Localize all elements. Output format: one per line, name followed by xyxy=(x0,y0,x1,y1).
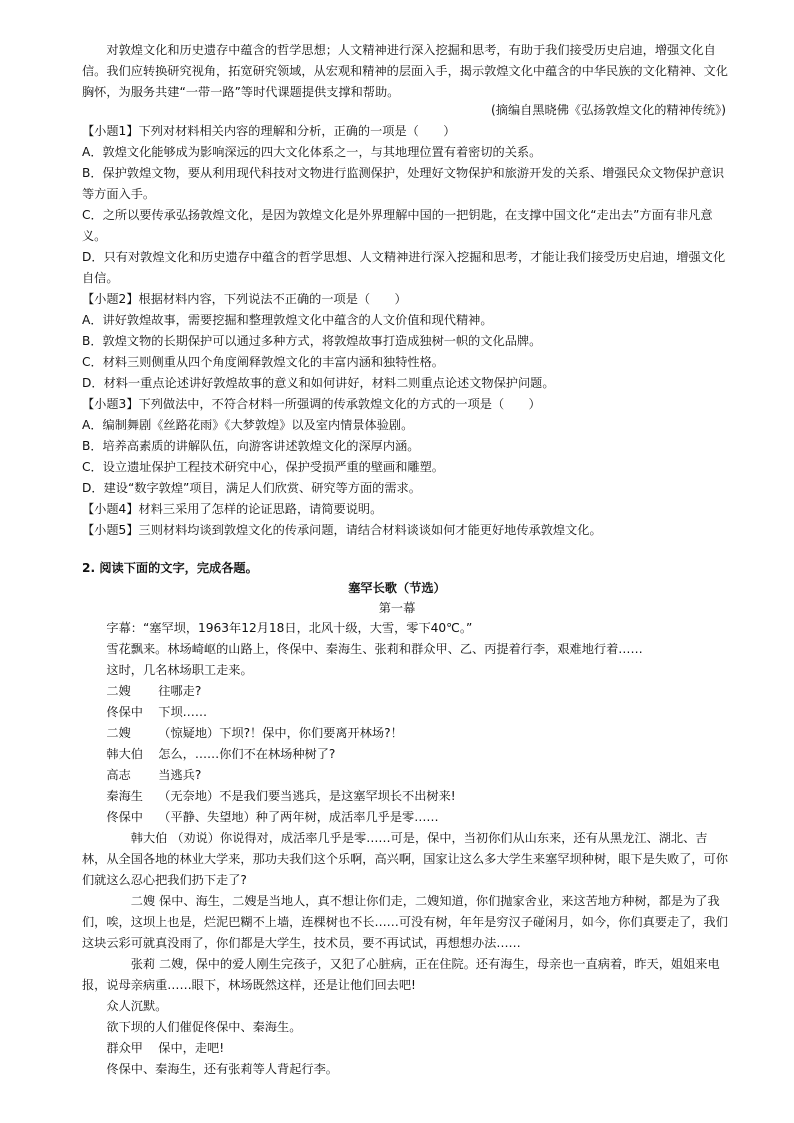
dialogue-line xyxy=(82,681,728,702)
question-line: D．建设“数字敦煌”项目，满足人们欣赏、研究等方面的需求。 xyxy=(82,481,421,495)
speaker-name: 二嫂 xyxy=(130,894,156,908)
intro-paragraph: 对敦煌文化和历史遗存中蕴含的哲学思想；人文精神进行深入挖掘和思考，有助于我们接受历史启迪，增强文化自信。我们应转换研究视角，拓宽研究领域，从宏观和精神的层面入手，揭示敦煌文化中蕴含的中华民族的文化精神、文化胸怀，为服务共建“一带一路”等时代课题提供支撑和帮助。 xyxy=(82,43,728,99)
stage-direction: 欲下坝的人们催促佟保中、秦海生。 xyxy=(106,1020,302,1034)
question-line: 【小题3】下列做法中，不符合材料一所强调的传承敦煌文化的方式的一项是（ ） xyxy=(82,397,541,411)
dialogue-line xyxy=(82,702,728,723)
dialogue-text: 当逃兵? xyxy=(158,768,202,782)
question-line: 【小题1】下列对材料相关内容的理解和分析，正确的一项是（ ） xyxy=(82,124,456,138)
speaker-name: 韩大伯 xyxy=(106,747,143,761)
dialogue-line xyxy=(82,765,728,786)
caption-line: 字幕：“塞罕坝，1963年12月18日，北风十级，大雪，零下40℃。” xyxy=(106,621,473,635)
dialogue-text: 往哪走? xyxy=(158,684,202,698)
act-title: 第一幕 xyxy=(378,601,416,615)
dialogue-text: （惊疑地）下坝?！保中，你们要离开林场?！ xyxy=(158,726,403,740)
source-citation: (摘编自黑晓佛《弘扬敦煌文化的精神传统》) xyxy=(491,103,726,117)
stage-direction: 雪花飘来。林场崎岖的山路上，佟保中、秦海生、张莉和群众甲、乙、丙提着行李，艰难地行着…… xyxy=(106,642,643,656)
dialogue-text: 保中、海生，二嫂是当地人，真不想让你们走，二嫂知道，你们抛家舍业，来这苦地方种树，都是为了我们，唉，这坝上也是，烂泥巴糊不上墙，连棵树也不长……可没有树，年年是穷汉子碰闲月，如今，你们真要走了，我们这块云彩可就真没雨了，你们都是大学生，技术员，要不再试试，再想想办法…… xyxy=(82,894,728,950)
dialogue-line xyxy=(82,1038,728,1059)
question-line: A．讲好敦煌故事，需要挖掘和整理敦煌文化中蕴含的人文价值和现代精神。 xyxy=(82,313,493,327)
dialogue-line xyxy=(82,891,728,954)
question-line: C．之所以要传承弘扬敦煌文化，是因为敦煌文化是外界理解中国的一把钥匙，在支撑中国文化“走出去”方面有非凡意义。 xyxy=(82,208,713,243)
question-line: D．材料一重点论述讲好敦煌故事的意义和如何讲好，材料二则重点论述文物保护问题。 xyxy=(82,376,555,390)
speaker-name: 二嫂 xyxy=(106,726,131,740)
question-line: B．敦煌文物的长期保护可以通过多种方式，将敦煌故事打造成独树一帜的文化品牌。 xyxy=(82,334,542,348)
dialogue-text: （无奈地）不是我们要当逃兵，是这塞罕坝长不出树来! xyxy=(158,789,456,803)
question-list xyxy=(82,121,728,541)
dialogue-text: 二嫂，保中的爱人刚生完孩子，又犯了心脏病，正在住院。还有海生，母亲也一直病着，昨天，姐姐来电报，说母亲病重……眼下，林场既然这样，还是让他们回去吧! xyxy=(82,957,720,992)
stage-direction: 这时，几名林场职工走来。 xyxy=(106,663,253,677)
speaker-name: 佟保中 xyxy=(106,705,143,719)
question-line: B．培养高素质的讲解队伍，向游客讲述敦煌文化的深厚内涵。 xyxy=(82,439,420,453)
dialogue-line xyxy=(82,828,728,891)
speaker-name: 群众甲 xyxy=(106,1041,143,1055)
question-line: B．保护敦煌文物，要从利用现代科技对文物进行监测保护，处理好文物保护和旅游开发的关系、增强民众文物保护意识等方面入手。 xyxy=(82,166,725,201)
dialogue-text: （平静、失望地）种了两年树，成活率几乎是零…… xyxy=(158,810,439,824)
dialogue-line xyxy=(82,954,728,996)
play-title: 塞罕长歌（节选） xyxy=(348,581,446,595)
question-line: A．敦煌文化能够成为影响深远的四大文化体系之一，与其地理位置有着密切的关系。 xyxy=(82,145,542,159)
dialogue-line xyxy=(82,744,728,765)
question-line: C．材料三则侧重从四个角度阐释敦煌文化的丰富内涵和独特性格。 xyxy=(82,355,444,369)
dialogue-text: 怎么，……你们不在林场种树了? xyxy=(158,747,336,761)
dialogue-text: 保中，走吧! xyxy=(158,1041,225,1055)
dialogue-line xyxy=(82,807,728,828)
speaker-name: 韩大伯 xyxy=(130,831,168,845)
dialogue-text: （劝说）你说得对，成活率几乎是零……可是，保中，当初你们从山东来，还有从黑龙江、湖北、吉林，从全国各地的林业大学来，那功夫我们这个乐啊，高兴啊，国家让这么多大学生来塞罕坝种树，眼下是失败了，可你们就这么忍心把我们扔下走了? xyxy=(82,831,728,887)
stage-direction: 众人沉默。 xyxy=(106,999,168,1013)
speaker-name: 秦海生 xyxy=(106,789,143,803)
speaker-name: 高志 xyxy=(106,768,131,782)
dialogue-line xyxy=(82,723,728,744)
speaker-name: 张莉 xyxy=(130,957,156,971)
question-line: 【小题2】根据材料内容，下列说法不正确的一项是（ ） xyxy=(82,292,407,306)
dialogue-line xyxy=(82,786,728,807)
question-line: 【小题4】材料三采用了怎样的论证思路，请简要说明。 xyxy=(82,502,383,516)
question-line: A．编制舞剧《丝路花雨》《大梦敦煌》以及室内情景体验剧。 xyxy=(82,418,414,432)
speaker-name: 佟保中 xyxy=(106,810,143,824)
play-script xyxy=(82,618,728,1080)
dialogue-text: 下坝…… xyxy=(158,705,208,719)
speaker-name: 二嫂 xyxy=(106,684,131,698)
stage-direction: 佟保中、秦海生，还有张莉等人背起行李。 xyxy=(106,1062,338,1076)
question-line: C．设立遗址保护工程技术研究中心，保护受损严重的壁画和雕塑。 xyxy=(82,460,444,474)
section-heading: 2. 阅读下面的文字，完成各题。 xyxy=(82,561,258,575)
question-line: D．只有对敦煌文化和历史遗存中蕴含的哲学思想、人文精神进行深入挖掘和思考，才能让我们接受历史启迪，增强文化自信。 xyxy=(82,250,726,285)
question-line: 【小题5】三则材料均谈到敦煌文化的传承问题，请结合材料谈谈如何才能更好地传承敦煌文化。 xyxy=(82,523,602,537)
